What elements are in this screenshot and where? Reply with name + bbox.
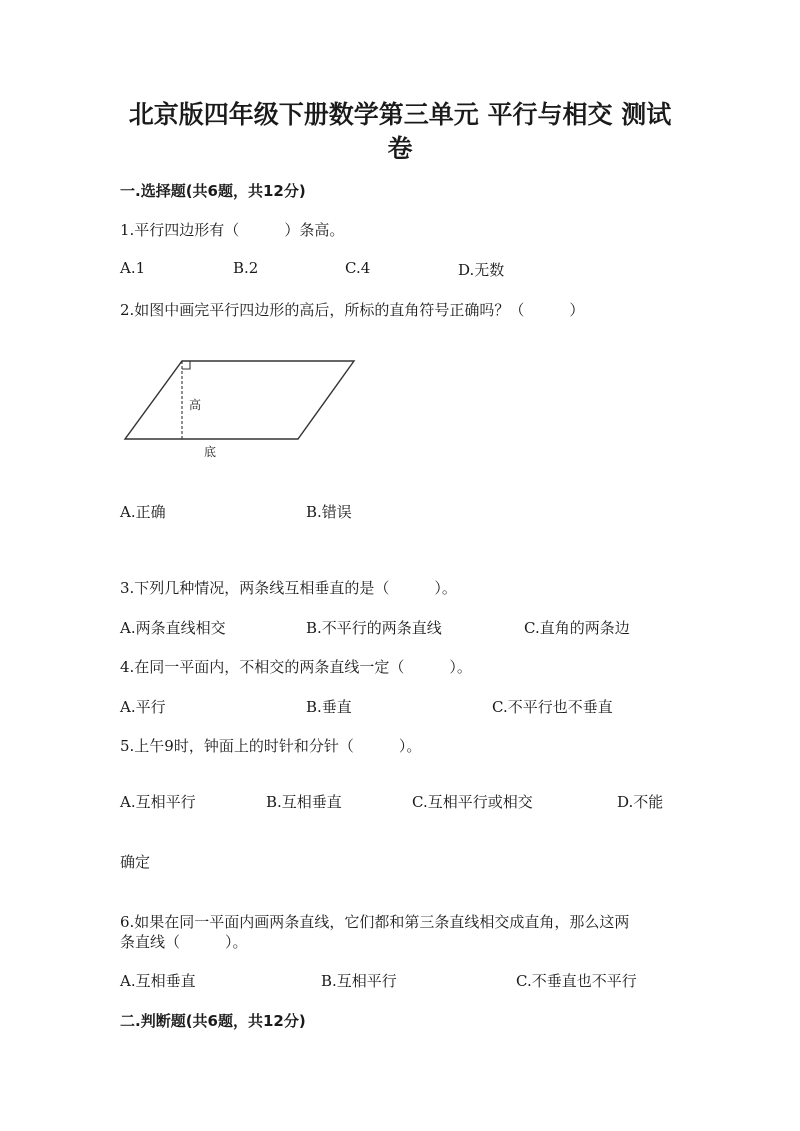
question-4-option-b: B.垂直	[306, 698, 352, 716]
question-1-text: 1.平行四边形有（ ）条高。	[120, 221, 345, 239]
question-6-text-line-2: 条直线（ ）。	[120, 933, 248, 951]
question-2-text: 2.如图中画完平行四边形的高后，所标的直角符号正确吗？（ ）	[120, 301, 585, 319]
question-3-option-c: C.直角的两条边	[524, 619, 630, 637]
question-4-option-a: A.平行	[120, 698, 166, 716]
question-6-option-a: A.互相垂直	[120, 972, 196, 990]
page-title-line-1: 北京版四年级下册数学第三单元 平行与相交 测试	[128, 100, 672, 129]
question-4-option-c: C.不平行也不垂直	[492, 698, 613, 716]
section-heading-judgement: 二.判断题(共6题，共12分)	[120, 1012, 306, 1030]
question-5-option-d-wrap: 确定	[120, 853, 151, 871]
parallelogram-shape	[125, 361, 354, 439]
parallelogram-figure	[120, 355, 365, 465]
height-label: 高	[189, 398, 202, 412]
question-1-option-c: C.4	[345, 259, 371, 277]
section-heading-choice: 一.选择题(共6题，共12分)	[120, 182, 306, 200]
question-5-option-a: A.互相平行	[120, 793, 196, 811]
base-label: 底	[204, 445, 217, 459]
question-6-option-b: B.互相平行	[321, 972, 397, 990]
question-3-text: 3.下列几种情况，两条线互相垂直的是（ ）。	[120, 579, 457, 597]
question-4-text: 4.在同一平面内，不相交的两条直线一定（ ）。	[120, 658, 472, 676]
question-2-option-a: A.正确	[120, 503, 166, 521]
question-3-option-b: B.不平行的两条直线	[306, 619, 442, 637]
question-5-option-c: C.互相平行或相交	[412, 793, 533, 811]
question-1-option-b: B.2	[233, 259, 259, 277]
right-angle-mark	[182, 361, 190, 369]
question-1-option-a: A.1	[120, 259, 146, 277]
question-2-option-b: B.错误	[306, 503, 352, 521]
question-6-text-line-1: 6.如果在同一平面内画两条直线，它们都和第三条直线相交成直角，那么这两	[120, 913, 630, 931]
question-5-option-d: D.不能	[617, 793, 664, 811]
question-3-option-a: A.两条直线相交	[120, 619, 226, 637]
question-1-option-d: D.无数	[458, 261, 505, 279]
page-title	[100, 98, 700, 166]
question-6-option-c: C.不垂直也不平行	[516, 972, 637, 990]
question-5-text: 5.上午9时，钟面上的时针和分针（ ）。	[120, 737, 422, 755]
question-5-option-b: B.互相垂直	[266, 793, 342, 811]
page-title-line-2: 卷	[387, 134, 413, 163]
